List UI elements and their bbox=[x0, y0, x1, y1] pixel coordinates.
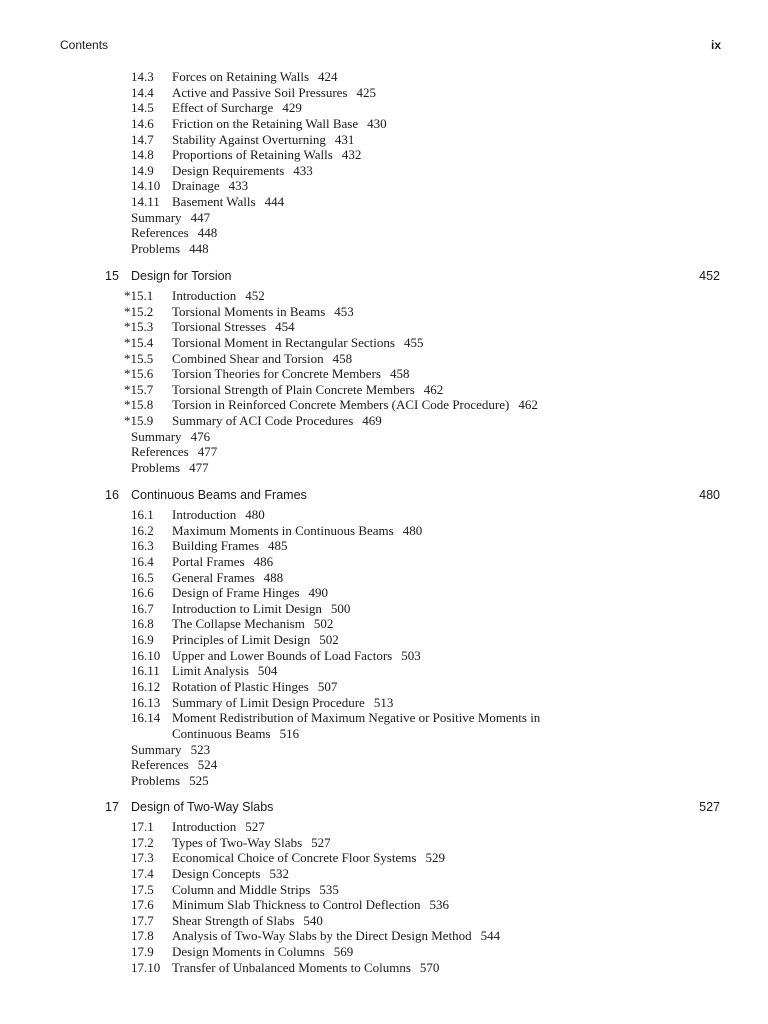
toc-extra-entry bbox=[0, 773, 768, 789]
toc-entry bbox=[0, 601, 768, 617]
section-number: 14.8 bbox=[131, 147, 154, 163]
toc-entry bbox=[0, 882, 768, 898]
chapter-number: 17 bbox=[105, 800, 119, 814]
section-title: Analysis of Two-Way Slabs by the Direct Design Method 544 bbox=[172, 928, 501, 944]
extra-page: 476 bbox=[190, 428, 211, 444]
section-page: 458 bbox=[332, 350, 353, 366]
toc-entry bbox=[0, 726, 768, 742]
section-page: 433 bbox=[228, 178, 249, 194]
section-title: Maximum Moments in Continuous Beams 480 bbox=[172, 522, 423, 538]
section-number: 16.7 bbox=[131, 600, 154, 616]
chapter-heading bbox=[0, 487, 768, 503]
section-page: 504 bbox=[257, 663, 278, 679]
section-page: 429 bbox=[282, 100, 302, 116]
section-title: Portal Frames 486 bbox=[172, 553, 274, 569]
section-entries bbox=[0, 819, 768, 975]
extra-title: Summary 523 bbox=[131, 741, 211, 757]
toc-entry bbox=[0, 554, 768, 570]
section-title: Introduction to Limit Design 500 bbox=[172, 600, 351, 616]
toc-entry bbox=[0, 382, 768, 398]
section-page: 532 bbox=[269, 865, 289, 881]
chapter-number: 15 bbox=[105, 269, 119, 283]
section-title: Torsion Theories for Concrete Members 458 bbox=[172, 366, 410, 382]
section-title: Continuous Beams 516 bbox=[172, 725, 300, 741]
chapter-page: 527 bbox=[699, 800, 720, 814]
section-number: 16.2 bbox=[131, 522, 154, 538]
section-page: 488 bbox=[263, 569, 284, 585]
toc-entry bbox=[0, 100, 768, 116]
toc-entry bbox=[0, 866, 768, 882]
section-number: *15.4 bbox=[124, 334, 154, 350]
section-title: Forces on Retaining Walls 424 bbox=[172, 69, 338, 84]
section-page: 513 bbox=[373, 694, 394, 710]
extra-page: 477 bbox=[189, 460, 209, 476]
section-page: 480 bbox=[402, 522, 423, 538]
section-page: 507 bbox=[317, 679, 338, 695]
toc-extra-entry bbox=[0, 210, 768, 226]
toc-entry bbox=[0, 351, 768, 367]
section-page: 431 bbox=[334, 131, 355, 147]
section-number: 16.14 bbox=[131, 710, 161, 726]
extra-title: Problems 477 bbox=[131, 460, 209, 476]
section-number: 16.5 bbox=[131, 569, 154, 585]
chapter-page: 480 bbox=[699, 488, 720, 502]
section-title: Summary of Limit Design Procedure 513 bbox=[172, 694, 394, 710]
section-page: 502 bbox=[313, 616, 334, 632]
section-title: Moment Redistribution of Maximum Negative or Positive Moments in bbox=[172, 710, 541, 726]
toc-extra-entry bbox=[0, 460, 768, 476]
toc-entry bbox=[0, 585, 768, 601]
section-title: Introduction 480 bbox=[172, 507, 265, 522]
section-page: 570 bbox=[419, 959, 440, 975]
toc-entry bbox=[0, 663, 768, 679]
toc-entry bbox=[0, 178, 768, 194]
section-page: 485 bbox=[268, 538, 288, 554]
section-page: 502 bbox=[319, 632, 339, 648]
section-title: Introduction 452 bbox=[172, 288, 265, 303]
extra-page: 448 bbox=[197, 225, 218, 241]
chapter-title: Continuous Beams and Frames bbox=[131, 488, 307, 502]
section-title: Design Concepts 532 bbox=[172, 865, 289, 881]
section-number: 14.11 bbox=[131, 194, 160, 210]
toc-entry bbox=[0, 695, 768, 711]
toc-entry bbox=[0, 819, 768, 835]
section-title: Economical Choice of Concrete Floor Systems 529 bbox=[172, 850, 445, 866]
section-number: 16.10 bbox=[131, 647, 161, 663]
section-page: 527 bbox=[245, 819, 265, 834]
section-page: 529 bbox=[425, 850, 445, 866]
section-page: 527 bbox=[311, 834, 331, 850]
section-page: 516 bbox=[279, 725, 300, 741]
toc-extra-entry bbox=[0, 444, 768, 460]
section-number: 14.3 bbox=[131, 69, 154, 84]
extra-title: References 448 bbox=[131, 225, 218, 241]
section-title: Upper and Lower Bounds of Load Factors 503 bbox=[172, 647, 421, 663]
section-number: *15.3 bbox=[124, 319, 154, 335]
section-number: *15.7 bbox=[124, 381, 154, 397]
section-title: Types of Two-Way Slabs 527 bbox=[172, 834, 331, 850]
chapter-heading bbox=[0, 799, 768, 815]
toc-entry bbox=[0, 335, 768, 351]
section-title: Shear Strength of Slabs 540 bbox=[172, 912, 323, 928]
toc-entry bbox=[0, 288, 768, 304]
section-number: 16.6 bbox=[131, 585, 154, 601]
extra-page: 523 bbox=[190, 741, 211, 757]
section-number: 17.1 bbox=[131, 819, 154, 834]
section-title: Rotation of Plastic Hinges 507 bbox=[172, 679, 338, 695]
section-title: The Collapse Mechanism 502 bbox=[172, 616, 334, 632]
section-number: 16.1 bbox=[131, 507, 154, 522]
page-number: ix bbox=[710, 38, 721, 52]
chapter-title: Design of Two-Way Slabs bbox=[131, 800, 274, 814]
section-title: Torsional Moments in Beams 453 bbox=[172, 303, 354, 319]
section-number: 17.10 bbox=[131, 959, 161, 975]
section-title: Limit Analysis 504 bbox=[172, 663, 278, 679]
extra-page: 448 bbox=[189, 241, 209, 257]
toc-entry bbox=[0, 928, 768, 944]
extra-title: Summary 476 bbox=[131, 428, 211, 444]
section-title: Basement Walls 444 bbox=[172, 194, 285, 210]
section-page: 458 bbox=[389, 366, 410, 382]
section-entries bbox=[0, 507, 768, 789]
toc-entry bbox=[0, 960, 768, 976]
section-number: 14.9 bbox=[131, 162, 154, 178]
toc-entry bbox=[0, 304, 768, 320]
section-title: Drainage 433 bbox=[172, 178, 249, 194]
section-page: 453 bbox=[334, 303, 354, 319]
extra-title: Problems 525 bbox=[131, 772, 209, 788]
section-page: 480 bbox=[245, 507, 265, 522]
section-title: Design Moments in Columns 569 bbox=[172, 944, 354, 960]
toc-entry bbox=[0, 835, 768, 851]
extra-page: 524 bbox=[197, 757, 218, 773]
section-number: 16.3 bbox=[131, 538, 154, 554]
toc-entry bbox=[0, 69, 768, 85]
section-page: 433 bbox=[293, 162, 313, 178]
section-page: 462 bbox=[518, 397, 538, 413]
toc-entry bbox=[0, 163, 768, 179]
extra-page: 477 bbox=[197, 444, 218, 460]
chapter-page: 452 bbox=[699, 269, 720, 283]
section-title: General Frames 488 bbox=[172, 569, 284, 585]
toc-entry bbox=[0, 710, 768, 726]
section-number: 17.6 bbox=[131, 897, 154, 913]
section-page: 490 bbox=[308, 585, 328, 601]
section-page: 544 bbox=[480, 928, 501, 944]
chapter-heading bbox=[0, 268, 768, 284]
toc-entry bbox=[0, 507, 768, 523]
section-number: 17.4 bbox=[131, 865, 154, 881]
toc-entry bbox=[0, 632, 768, 648]
section-page: 455 bbox=[403, 334, 424, 350]
toc-entry bbox=[0, 147, 768, 163]
section-title: Combined Shear and Torsion 458 bbox=[172, 350, 353, 366]
section-title: Friction on the Retaining Wall Base 430 bbox=[172, 115, 387, 131]
section-page: 452 bbox=[245, 288, 265, 303]
section-title: Effect of Surcharge 429 bbox=[172, 100, 302, 116]
section-page: 444 bbox=[264, 194, 285, 210]
toc-extra-entry bbox=[0, 241, 768, 257]
section-page: 503 bbox=[401, 647, 421, 663]
toc-entry bbox=[0, 616, 768, 632]
section-page: 569 bbox=[333, 944, 354, 960]
section-number: 17.8 bbox=[131, 928, 154, 944]
toc-entry bbox=[0, 397, 768, 413]
section-page: 454 bbox=[275, 319, 295, 335]
section-title: Column and Middle Strips 535 bbox=[172, 881, 339, 897]
section-page: 540 bbox=[303, 912, 323, 928]
toc-entry bbox=[0, 366, 768, 382]
section-number: *15.9 bbox=[124, 413, 154, 429]
section-page: 469 bbox=[362, 413, 382, 429]
section-title: Summary of ACI Code Procedures 469 bbox=[172, 413, 382, 429]
section-number: 17.5 bbox=[131, 881, 154, 897]
section-number: *15.6 bbox=[124, 366, 154, 382]
extra-title: References 477 bbox=[131, 444, 218, 460]
toc-entry bbox=[0, 194, 768, 210]
section-number: 17.2 bbox=[131, 834, 154, 850]
section-number: 14.6 bbox=[131, 115, 154, 131]
section-number: 16.8 bbox=[131, 616, 154, 632]
section-title: Principles of Limit Design 502 bbox=[172, 632, 339, 648]
section-page: 424 bbox=[318, 69, 338, 84]
section-title: Transfer of Unbalanced Moments to Columns 570 bbox=[172, 959, 440, 975]
section-title: Introduction 527 bbox=[172, 819, 265, 834]
section-page: 462 bbox=[423, 381, 444, 397]
section-number: 16.4 bbox=[131, 553, 154, 569]
section-number: *15.5 bbox=[124, 350, 154, 366]
toc-entry bbox=[0, 538, 768, 554]
toc-extra-entry bbox=[0, 429, 768, 445]
section-number: 16.13 bbox=[131, 694, 161, 710]
section-page: 535 bbox=[319, 881, 339, 897]
toc-extra-entry bbox=[0, 225, 768, 241]
toc-entry bbox=[0, 413, 768, 429]
section-page: 430 bbox=[367, 115, 387, 131]
extra-page: 525 bbox=[189, 772, 209, 788]
extra-title: Problems 448 bbox=[131, 241, 209, 257]
running-header-title: Contents bbox=[60, 38, 109, 52]
extra-title: Summary 447 bbox=[131, 209, 211, 225]
toc-entry bbox=[0, 132, 768, 148]
section-title: Torsion in Reinforced Concrete Members (ACI Code Procedure) 462 bbox=[172, 397, 538, 413]
section-page: 432 bbox=[341, 147, 362, 163]
section-page: 500 bbox=[330, 600, 351, 616]
toc-entry bbox=[0, 319, 768, 335]
section-title: Torsional Moment in Rectangular Sections 455 bbox=[172, 334, 424, 350]
toc-entry bbox=[0, 913, 768, 929]
section-number: 17.7 bbox=[131, 912, 154, 928]
toc-entry bbox=[0, 116, 768, 132]
section-title: Minimum Slab Thickness to Control Deflection 536 bbox=[172, 897, 450, 913]
section-title: Stability Against Overturning 431 bbox=[172, 131, 355, 147]
section-number: 14.4 bbox=[131, 84, 154, 100]
section-title: Proportions of Retaining Walls 432 bbox=[172, 147, 362, 163]
section-number: *15.8 bbox=[124, 397, 154, 413]
toc-entry bbox=[0, 897, 768, 913]
toc-entry bbox=[0, 850, 768, 866]
section-number: 16.11 bbox=[131, 663, 160, 679]
extra-title: References 524 bbox=[131, 757, 218, 773]
section-number: 17.9 bbox=[131, 944, 154, 960]
chapter-number: 16 bbox=[105, 488, 119, 502]
toc-entry bbox=[0, 944, 768, 960]
section-title: Active and Passive Soil Pressures 425 bbox=[172, 84, 376, 100]
section-number: 14.7 bbox=[131, 131, 154, 147]
section-number: 14.10 bbox=[131, 178, 161, 194]
section-number: 17.3 bbox=[131, 850, 154, 866]
section-title: Design of Frame Hinges 490 bbox=[172, 585, 328, 601]
toc-extra-entry bbox=[0, 742, 768, 758]
section-number: 14.5 bbox=[131, 100, 154, 116]
section-page: 536 bbox=[429, 897, 450, 913]
section-number: 16.12 bbox=[131, 679, 161, 695]
section-number: 16.9 bbox=[131, 632, 154, 648]
section-number: *15.1 bbox=[124, 288, 154, 303]
toc-entry bbox=[0, 85, 768, 101]
section-title: Design Requirements 433 bbox=[172, 162, 313, 178]
toc-entry bbox=[0, 679, 768, 695]
section-title: Torsional Strength of Plain Concrete Members 462 bbox=[172, 381, 444, 397]
section-page: 425 bbox=[356, 84, 376, 100]
toc-entry bbox=[0, 570, 768, 586]
extra-page: 447 bbox=[190, 209, 211, 225]
section-page: 486 bbox=[253, 553, 274, 569]
chapter-title: Design for Torsion bbox=[131, 269, 232, 283]
toc-entry bbox=[0, 648, 768, 664]
section-entries bbox=[0, 288, 768, 476]
section-entries bbox=[0, 69, 768, 257]
section-title: Torsional Stresses 454 bbox=[172, 319, 295, 335]
section-title: Building Frames 485 bbox=[172, 538, 288, 554]
toc-entry bbox=[0, 523, 768, 539]
section-number: *15.2 bbox=[124, 303, 154, 319]
toc-extra-entry bbox=[0, 757, 768, 773]
